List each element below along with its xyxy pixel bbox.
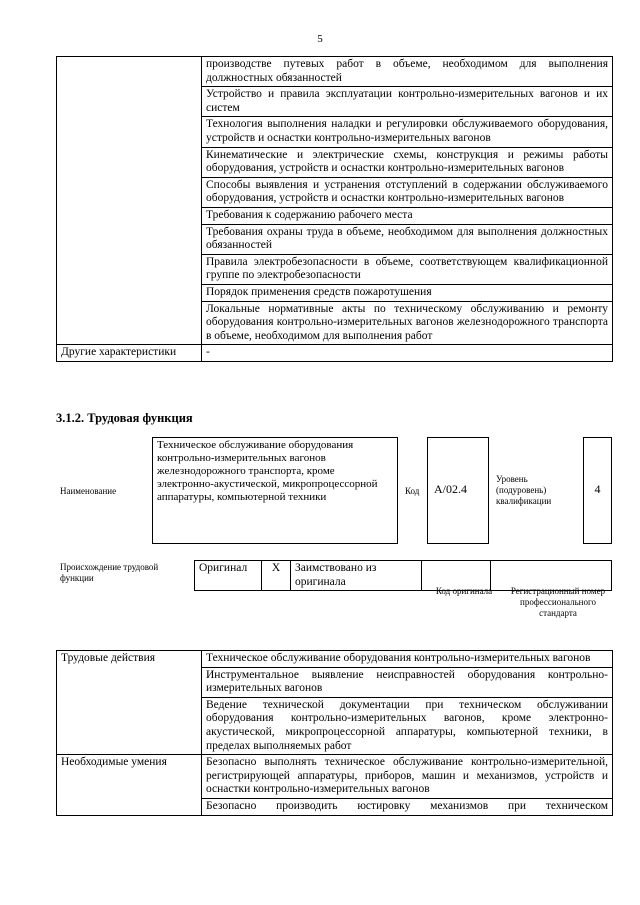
table-row <box>57 345 613 362</box>
section-heading: 3.1.2. Трудовая функция <box>56 411 193 425</box>
origin-label: Происхождение трудовой функции <box>60 562 159 583</box>
reg-caption: Регистрационный номер профессионального стандарта <box>510 586 606 618</box>
other-characteristics-label: Другие характеристики <box>57 345 202 362</box>
function-name-box: Техническое обслуживание оборудования контрольно-измерительных вагонов железнодорожного транспорта, кроме электронно-акустической, микропроцессорной аппаратуры, компьютерной техники <box>152 437 398 544</box>
table-cell: Инструментальное выявление неисправностей оборудования контрольно-измерительных вагонов <box>202 667 613 697</box>
table-cell: Устройство и правила эксплуатации контрольно-измерительных вагонов и их систем <box>202 87 613 117</box>
duties-table <box>56 650 613 816</box>
table-cell: производстве путевых работ в объеме, необходимом для выполнения должностных обязанностей <box>202 57 613 87</box>
skills-label: Необходимые умения <box>57 755 202 815</box>
level-box: 4 <box>583 437 612 544</box>
page-number: 5 <box>317 33 323 45</box>
table-cell: Локальные нормативные акты по техническому обслуживанию и ремонту оборудования контрольно-измерительных вагонов железнодорожного транспорта в объеме, необходимом для выполнения работ <box>202 301 613 345</box>
code-caption: Код оригинала <box>435 586 493 596</box>
borrowed-label: Заимствовано из оригинала <box>291 561 422 591</box>
table-cell-left <box>57 57 202 345</box>
table-cell: Правила электробезопасности в объеме, соответствующем квалификационной группе по электробезопасности <box>202 254 613 284</box>
table-cell: Кинематические и электрические схемы, конструкция и режимы работы оборудования, устройств и оснастки контрольно-измерительных вагонов <box>202 147 613 177</box>
function-code-box: А/02.4 <box>427 437 489 544</box>
actions-label: Трудовые действия <box>57 651 202 755</box>
table-cell: Безопасно производить юстировку механизмов при техническом <box>202 798 613 815</box>
table-cell: Техническое обслуживание оборудования контрольно-измерительных вагонов <box>202 651 613 668</box>
table-cell: Требования к содержанию рабочего места <box>202 207 613 224</box>
table-cell: Требования охраны труда в объеме, необходимом для выполнения должностных обязанностей <box>202 224 613 254</box>
other-characteristics-value: - <box>202 345 613 362</box>
table-cell: Способы выявления и устранения отступлений в содержании обслуживаемого оборудования, устройств и оснастки контрольно-измерительных вагонов <box>202 177 613 207</box>
level-label: Уровень (подуровень) квалификации <box>496 474 552 506</box>
knowledge-table <box>56 56 613 362</box>
code-label: Код <box>405 486 420 496</box>
name-label: Наименование <box>60 486 117 496</box>
table-row <box>57 57 613 87</box>
original-label: Оригинал <box>195 561 262 591</box>
table-cell: Порядок применения средств пожаротушения <box>202 284 613 301</box>
table-cell: Ведение технической документации при техническом обслуживании оборудования контрольно-измерительных вагонов, кроме электронно-акустической, микропроцессорной аппаратуры, компьютерной техники, в пределах выполняемых работ <box>202 697 613 754</box>
table-cell: Безопасно выполнять техническое обслуживание контрольно-измерительной, регистрирующей аппаратуры, приборов, машин и механизмов, устройств и оснастки контрольно-измерительных вагонов <box>202 755 613 799</box>
table-row <box>57 651 613 668</box>
original-mark: X <box>262 561 291 591</box>
table-cell: Технология выполнения наладки и регулировки обслуживаемого оборудования, устройств и оснастки контрольно-измерительных вагонов <box>202 117 613 147</box>
table-row <box>57 755 613 799</box>
